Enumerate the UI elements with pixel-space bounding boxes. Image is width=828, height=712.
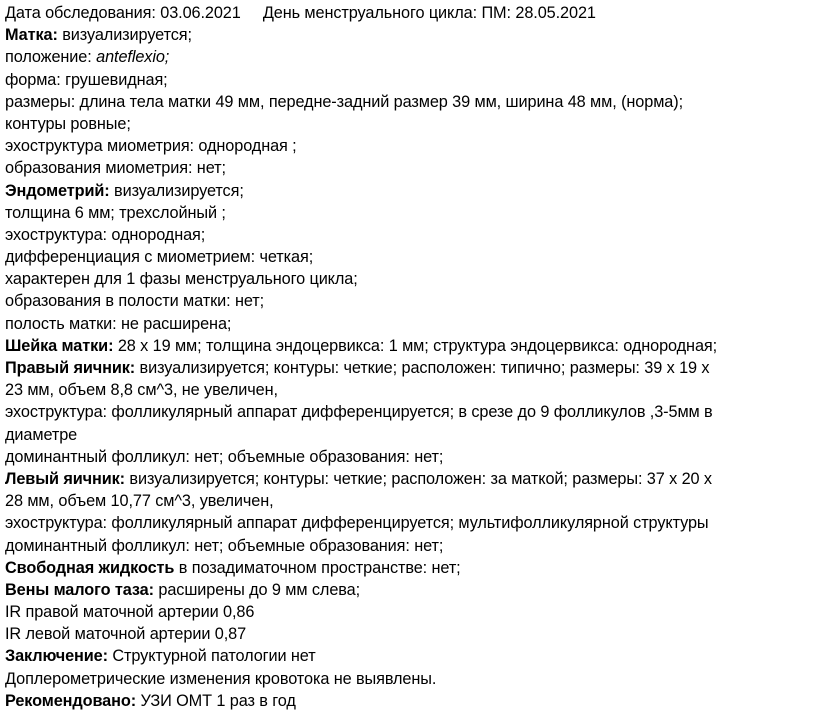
report-text: эхоструктура: фолликулярный аппарат дифференцируется; мультифолликулярной структуры	[5, 514, 709, 533]
report-text: визуализируется;	[57, 26, 192, 45]
report-line	[5, 690, 717, 712]
section-label: Вены малого таза:	[5, 580, 154, 599]
report-text: 23 мм, объем 8,8 см^3, не увеличен,	[5, 381, 278, 400]
report-line	[5, 46, 717, 68]
report-line	[5, 535, 717, 557]
report-text: эхоструктура: фолликулярный аппарат дифференцируется; в срезе до 9 фолликулов ,3-5мм в	[5, 403, 713, 422]
report-line	[5, 424, 717, 446]
report-text: форма: грушевидная;	[5, 70, 168, 89]
report-text: размеры: длина тела матки 49 мм, передне-задний размер 39 мм, ширина 48 мм, (норма);	[5, 92, 683, 111]
report-text: IR левой маточной артерии 0,87	[5, 625, 247, 644]
report-text: доминантный фолликул: нет; объемные образования: нет;	[5, 536, 444, 555]
section-label: Свободная жидкость	[5, 558, 175, 577]
report-line	[5, 113, 717, 135]
report-line	[5, 157, 717, 179]
report-line	[5, 91, 717, 113]
report-line	[5, 135, 717, 157]
report-text: Дата обследования: 03.06.2021 День менструального цикла: ПМ: 28.05.2021	[5, 4, 596, 22]
report-line	[5, 290, 717, 312]
report-text: положение:	[5, 48, 97, 67]
report-text: Структурной патологии нет	[107, 647, 316, 666]
report-text: визуализируется; контуры: четкие; расположен: за маткой; размеры: 37 x 20 x	[125, 469, 712, 488]
report-line	[5, 512, 717, 534]
section-label: Правый яичник:	[5, 359, 136, 377]
report-text: диаметре	[5, 425, 78, 444]
report-text: толщина 6 мм; трехслойный ;	[5, 203, 226, 222]
italic-value: anteflexio;	[96, 48, 170, 67]
report-line	[5, 623, 717, 645]
report-text: 28 x 19 мм; толщина эндоцервикса: 1 мм; структура эндоцервикса: однородная;	[113, 336, 718, 355]
report-text: УЗИ ОМТ 1 раз в год	[136, 691, 296, 710]
report-line	[5, 246, 717, 268]
section-label: Матка:	[5, 26, 58, 45]
report-line	[5, 180, 717, 202]
section-label: Рекомендовано:	[5, 691, 137, 710]
section-label: Эндометрий:	[5, 181, 110, 200]
report-text: эхоструктура: однородная;	[5, 225, 206, 244]
section-label: Шейка матки:	[5, 336, 114, 355]
report-text: в позадиматочном пространстве: нет;	[174, 558, 461, 577]
report-line	[5, 379, 717, 401]
report-line	[5, 490, 717, 512]
report-line	[5, 468, 717, 490]
report-text: визуализируется;	[109, 181, 244, 200]
section-label: Левый яичник:	[5, 469, 125, 488]
report-line	[5, 224, 717, 246]
report-line	[5, 557, 717, 579]
report-line	[5, 335, 717, 357]
report-line	[5, 69, 717, 91]
report-line	[5, 446, 717, 468]
report-text: 28 мм, объем 10,77 см^3, увеличен,	[5, 492, 274, 511]
report-text: Доплерометрические изменения кровотока не выявлены.	[5, 669, 437, 688]
report-text: полость матки: не расширена;	[5, 314, 232, 333]
report-text: дифференциация с миометрием: четкая;	[5, 248, 314, 267]
report-text: образования в полости матки: нет;	[5, 292, 265, 311]
report-line	[5, 668, 717, 690]
report-text: расширены до 9 мм слева;	[153, 580, 361, 599]
report-line	[5, 268, 717, 290]
ultrasound-report	[5, 2, 717, 712]
report-line	[5, 645, 717, 667]
report-line	[5, 24, 717, 46]
report-text: характерен для 1 фазы менструального цикла;	[5, 270, 358, 289]
report-line	[5, 202, 717, 224]
report-text: визуализируется; контуры: четкие; расположен: типично; размеры: 39 x 19 x	[135, 359, 710, 377]
report-line	[5, 401, 717, 423]
report-text: контуры ровные;	[5, 114, 131, 133]
report-text: IR правой маточной артерии 0,86	[5, 603, 255, 622]
report-line	[5, 601, 717, 623]
report-text: доминантный фолликул: нет; объемные образования: нет;	[5, 447, 444, 466]
report-line	[5, 357, 717, 379]
report-text: эхоструктура миометрия: однородная ;	[5, 137, 297, 156]
report-line	[5, 313, 717, 335]
report-line	[5, 2, 717, 24]
report-line	[5, 579, 717, 601]
report-text: образования миометрия: нет;	[5, 159, 226, 178]
section-label: Заключение:	[5, 647, 108, 666]
